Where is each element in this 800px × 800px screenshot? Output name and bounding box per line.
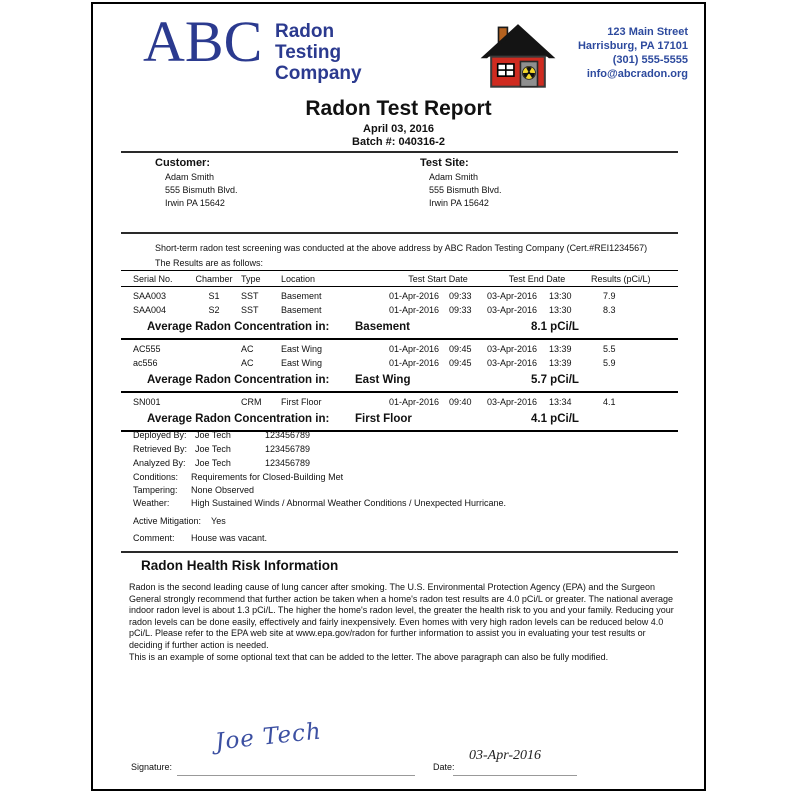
table-row: SN001 CRM First Floor 01-Apr-2016 09:40 03-Apr-2016 13:34 4.1 bbox=[133, 397, 616, 407]
address-line: Harrisburg, PA 17101 bbox=[577, 40, 688, 52]
signature-label: Signature: bbox=[131, 762, 173, 772]
average-label: Average Radon Concentration in: bbox=[147, 321, 330, 333]
screening-statement: Short-term radon test screening was conducted at the above address by ABC Radon Testing Company (Cert.#REI1234567) bbox=[155, 243, 648, 253]
average-value: 4.1 pCi/L bbox=[531, 413, 579, 425]
address-line: (301) 555-5555 bbox=[612, 54, 688, 66]
batch-number: Batch #: 040316-2 bbox=[352, 136, 445, 148]
health-paragraph: Radon is the second leading cause of lung cancer after smoking. The U.S. Environmental Protection Agency (EPA) and the Surgeon General strongly recommend that further action be taken when a home's radon test results are 4.0 pCi/L or greater. The national average indoor radon level is about 1.3 pCi/L. The higher the home's radon level, the greater the health risk to you and your family. Reducing your radon levels can be done easily, effectively and fairly inexpensively. Even homes with very high radon levels can be reduced below 4.0 pCi/L. Please refer to the EPA web site at www.epa.gov/radon for further information to assist you in evaluating your test results or deciding if further action is needed. bbox=[129, 582, 674, 650]
results-intro: The Results are as follows: bbox=[155, 258, 264, 268]
table-row: SAA003 S1 SST Basement 01-Apr-2016 09:33 03-Apr-2016 13:30 7.9 bbox=[133, 291, 616, 301]
detail-label: Active Mitigation: bbox=[133, 515, 202, 526]
company-name bbox=[275, 21, 362, 84]
customer-label: Customer: bbox=[155, 157, 211, 169]
average-row-basement bbox=[121, 317, 678, 340]
personnel-name: Joe Tech bbox=[195, 430, 231, 440]
detail-value: Yes bbox=[211, 515, 226, 526]
personnel-name: Joe Tech bbox=[195, 444, 231, 454]
table-row: AC555 AC East Wing 01-Apr-2016 09:45 03-Apr-2016 13:39 5.5 bbox=[133, 344, 616, 354]
table-group-first-floor bbox=[121, 393, 678, 409]
address-line: 123 Main Street bbox=[607, 26, 688, 38]
average-value: 5.7 pCi/L bbox=[531, 374, 579, 386]
personnel-id: 123456789 bbox=[265, 430, 311, 440]
average-value: 8.1 pCi/L bbox=[531, 321, 579, 333]
detail-label: Comment: bbox=[133, 532, 175, 543]
table-header-row bbox=[121, 270, 678, 287]
radiation-icon bbox=[522, 66, 535, 79]
average-location: Basement bbox=[355, 321, 410, 333]
address-email: info@abcradon.org bbox=[586, 68, 688, 80]
personnel-row bbox=[133, 456, 310, 470]
detail-label: Conditions: bbox=[133, 471, 179, 482]
signature-date: 03-Apr-2016 bbox=[469, 748, 542, 763]
personnel-id: 123456789 bbox=[265, 444, 311, 454]
test-site-street: 555 Bismuth Blvd. bbox=[429, 185, 502, 195]
results-table bbox=[121, 270, 678, 432]
conditions-row bbox=[133, 470, 506, 483]
customer-street: 555 Bismuth Blvd. bbox=[165, 185, 238, 195]
table-row: SAA004 S2 SST Basement 01-Apr-2016 09:33 03-Apr-2016 13:30 8.3 bbox=[133, 305, 616, 315]
table-group-east-wing bbox=[121, 340, 678, 370]
detail-value: House was vacant. bbox=[191, 532, 268, 543]
customer-city: Irwin PA 15642 bbox=[165, 198, 225, 208]
company-name-line: Testing bbox=[275, 42, 342, 63]
average-row-east-wing bbox=[121, 370, 678, 393]
customer-address bbox=[165, 171, 238, 210]
handwritten-signature: Joe Tech bbox=[213, 718, 323, 756]
average-location: East Wing bbox=[355, 374, 411, 386]
date-line bbox=[453, 775, 577, 776]
detail-value: Requirements for Closed-Building Met bbox=[191, 471, 344, 482]
signature-line bbox=[177, 775, 415, 776]
divider-top bbox=[121, 151, 678, 153]
house-logo-icon bbox=[479, 20, 557, 95]
date-label: Date: bbox=[433, 762, 455, 772]
average-label: Average Radon Concentration in: bbox=[147, 413, 330, 425]
report-page bbox=[91, 2, 706, 791]
header-chamber: Chamber bbox=[195, 273, 233, 284]
company-logo-abc: ABC bbox=[143, 9, 263, 74]
comment-row bbox=[133, 531, 506, 544]
test-site-address bbox=[429, 171, 502, 210]
divider-health bbox=[121, 551, 678, 553]
personnel-section bbox=[133, 428, 310, 470]
header-end: Test End Date bbox=[508, 273, 566, 284]
test-site-city: Irwin PA 15642 bbox=[429, 198, 489, 208]
detail-label: Tampering: bbox=[133, 484, 178, 495]
optional-paragraph: This is an example of some optional text that can be added to the letter. The above paragraph can also be fully modified. bbox=[129, 652, 609, 662]
company-name-line: Radon bbox=[275, 21, 335, 42]
report-date: April 03, 2016 bbox=[363, 123, 434, 135]
table-group-basement bbox=[121, 287, 678, 317]
detail-value: High Sustained Winds / Abnormal Weather Conditions / Unexpected Hurricane. bbox=[191, 497, 506, 508]
personnel-label: Analyzed By: bbox=[133, 458, 186, 468]
roof-fill bbox=[487, 29, 549, 57]
average-label: Average Radon Concentration in: bbox=[147, 374, 330, 386]
active-mitigation-row bbox=[133, 514, 506, 527]
test-site-label: Test Site: bbox=[420, 157, 469, 169]
personnel-row bbox=[133, 428, 310, 442]
table-row: ac556 AC East Wing 01-Apr-2016 09:45 03-Apr-2016 13:39 5.9 bbox=[133, 358, 616, 368]
personnel-name: Joe Tech bbox=[195, 458, 231, 468]
customer-name: Adam Smith bbox=[165, 172, 215, 182]
header-type: Type bbox=[241, 273, 261, 284]
personnel-row bbox=[133, 442, 310, 456]
personnel-label: Retrieved By: bbox=[133, 444, 188, 454]
company-name-line: Company bbox=[275, 63, 362, 84]
details-section bbox=[133, 470, 506, 544]
detail-label: Weather: bbox=[133, 497, 170, 508]
test-site-name: Adam Smith bbox=[429, 172, 479, 182]
personnel-id: 123456789 bbox=[265, 458, 311, 468]
header-serial: Serial No. bbox=[133, 273, 173, 284]
header-start: Test Start Date bbox=[408, 273, 468, 284]
average-location: First Floor bbox=[355, 413, 412, 425]
report-title: Radon Test Report bbox=[305, 97, 492, 120]
header-location: Location bbox=[281, 273, 316, 284]
header-results: Results (pCi/L) bbox=[591, 273, 651, 284]
company-address bbox=[578, 25, 688, 81]
weather-row bbox=[133, 496, 506, 509]
personnel-label: Deployed By: bbox=[133, 430, 187, 440]
divider-parties bbox=[121, 232, 678, 234]
detail-value: None Observed bbox=[191, 484, 255, 495]
tampering-row bbox=[133, 483, 506, 496]
health-heading: Radon Health Risk Information bbox=[141, 558, 339, 573]
